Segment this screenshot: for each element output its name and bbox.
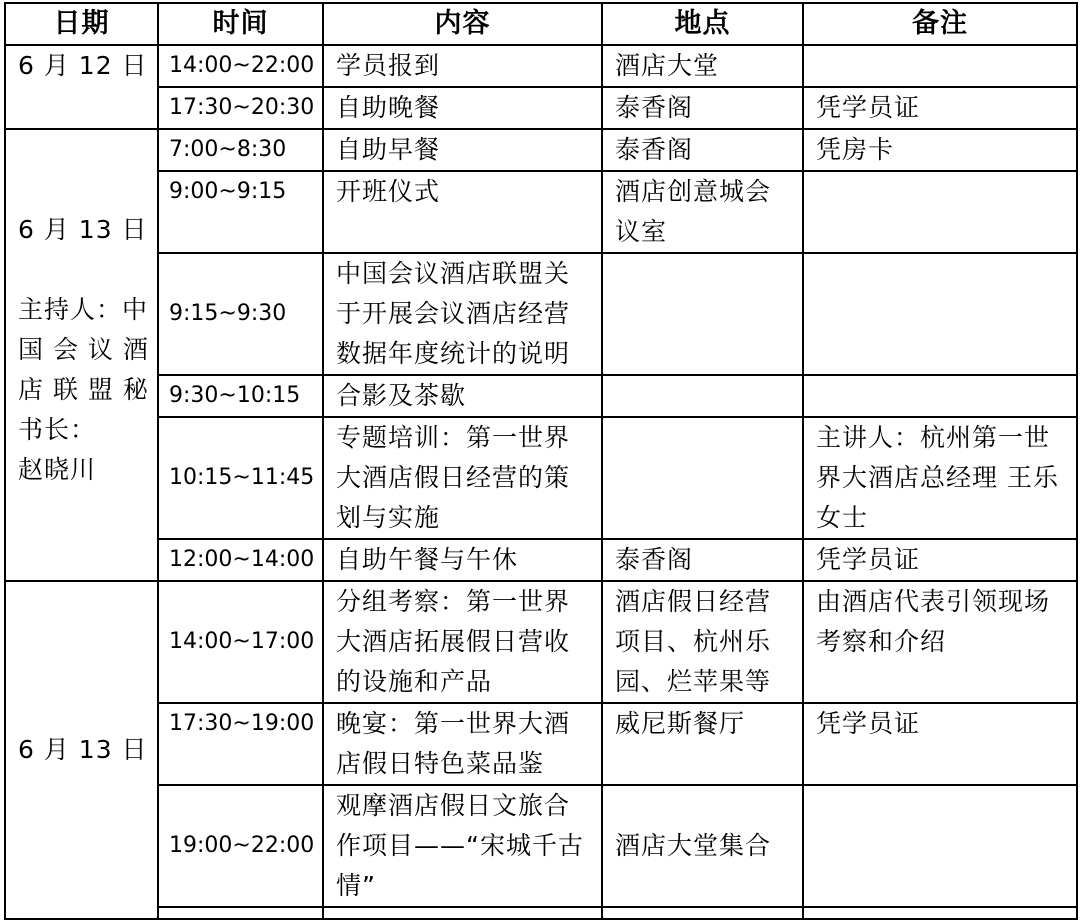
- time-cell: 14:00~22:00: [158, 45, 323, 87]
- date-cell: 6 月 13 日: [5, 581, 158, 919]
- time-cell: 9:00~9:15: [158, 171, 323, 253]
- time-cell: 7:00~8:30: [158, 129, 323, 171]
- time-cell: 19:00~22:00: [158, 785, 323, 907]
- time-cell: 17:30~20:30: [158, 87, 323, 129]
- content-cell: 观摩酒店假日文旅合作项目——“宋城千古情”: [323, 785, 602, 907]
- place-cell: 泰香阁: [602, 129, 803, 171]
- time-cell: 12:00~14:00: [158, 539, 323, 581]
- table-row: [5, 129, 1077, 171]
- header-content: 内容: [323, 3, 602, 45]
- time-cell: 9:15~9:30: [158, 253, 323, 375]
- content-cell: 自助早餐: [323, 129, 602, 171]
- note-cell: 凭学员证: [803, 703, 1077, 785]
- place-cell: 酒店假日经营项目、杭州乐园、烂苹果等: [602, 581, 803, 703]
- note-cell: 凭学员证: [803, 539, 1077, 581]
- table-row: [5, 253, 1077, 375]
- header-time: 时间: [158, 3, 323, 45]
- schedule-table: [4, 2, 1078, 920]
- date-host-cell: [5, 129, 158, 581]
- note-cell: [803, 375, 1077, 417]
- note-cell: 凭学员证: [803, 87, 1077, 129]
- table-row: [5, 45, 1077, 87]
- note-cell: 由酒店代表引领现场考察和介绍: [803, 581, 1077, 703]
- table-row: [5, 539, 1077, 581]
- time-cell: 17:30~19:00: [158, 703, 323, 785]
- note-cell: [803, 171, 1077, 253]
- host-line: 店 联 盟 秘: [18, 375, 149, 404]
- table-row: [5, 703, 1077, 785]
- time-cell: 9:30~10:15: [158, 375, 323, 417]
- place-cell: 酒店大堂: [602, 45, 803, 87]
- time-cell: 14:00~17:00: [158, 581, 323, 703]
- place-cell: 威尼斯餐厅: [602, 703, 803, 785]
- note-cell: 凭房卡: [803, 129, 1077, 171]
- host-line: 主持人：中: [18, 295, 149, 324]
- table-row: [5, 375, 1077, 417]
- content-cell: 专题培训：第一世界大酒店假日经营的策划与实施: [323, 417, 602, 539]
- table-row: [5, 171, 1077, 253]
- content-cell: 自助午餐与午休: [323, 539, 602, 581]
- content-cell: 学员报到: [323, 45, 602, 87]
- content-cell: 中国会议酒店联盟关于开展会议酒店经营数据年度统计的说明: [323, 253, 602, 375]
- header-place: 地点: [602, 3, 803, 45]
- header-date: 日期: [5, 3, 158, 45]
- note-cell: [803, 45, 1077, 87]
- note-cell: [803, 253, 1077, 375]
- header-note: 备注: [803, 3, 1077, 45]
- time-cell: 10:15~11:45: [158, 417, 323, 539]
- content-cell: 晚宴：第一世界大酒店假日特色菜品鉴: [323, 703, 602, 785]
- content-cell: 合影及茶歇: [323, 375, 602, 417]
- table-row: [5, 87, 1077, 129]
- table-row: [5, 417, 1077, 539]
- host-line: 赵晓川: [18, 455, 97, 484]
- content-cell: 开班仪式: [323, 171, 602, 253]
- date-cell: 6 月 12 日: [5, 45, 158, 129]
- host-line: 书长：: [18, 415, 97, 444]
- place-cell: [602, 253, 803, 375]
- place-cell: 泰香阁: [602, 539, 803, 581]
- place-cell: 酒店大堂集合: [602, 785, 803, 907]
- place-cell: [602, 417, 803, 539]
- host-line: 国 会 议 酒: [18, 335, 149, 364]
- place-cell: 酒店创意城会议室: [602, 171, 803, 253]
- table-row: [5, 581, 1077, 703]
- content-cell: 自助晚餐: [323, 87, 602, 129]
- table-row: [5, 785, 1077, 907]
- note-cell: 主讲人：杭州第一世界大酒店总经理 王乐 女士: [803, 417, 1077, 539]
- date-label: 6 月 13 日: [18, 215, 148, 244]
- note-cell: [803, 785, 1077, 907]
- place-cell: [602, 375, 803, 417]
- place-cell: 泰香阁: [602, 87, 803, 129]
- header-row: [5, 3, 1077, 45]
- content-cell: 分组考察：第一世界大酒店拓展假日营收的设施和产品: [323, 581, 602, 703]
